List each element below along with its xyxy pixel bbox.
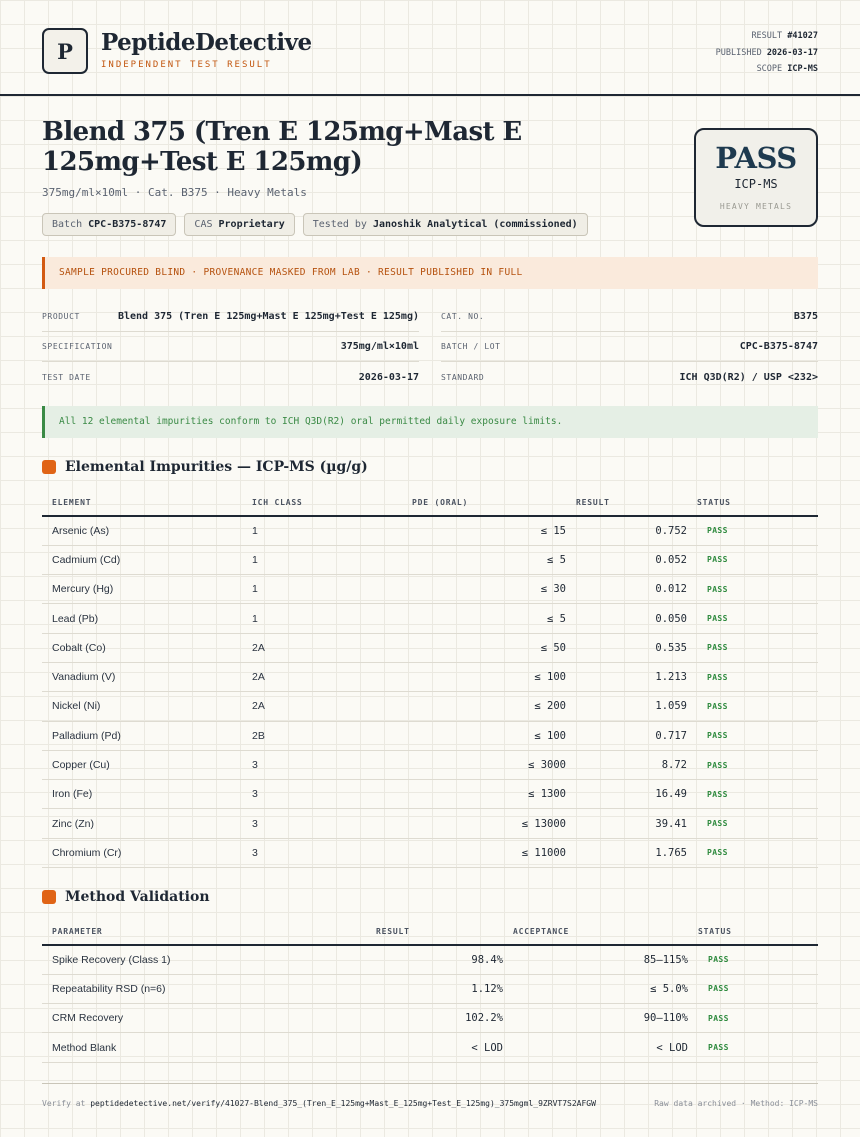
- info-value: CPC-B375-8747: [739, 341, 818, 352]
- pde-limit: ≤ 200: [402, 692, 566, 721]
- brand-name: PeptideDetective: [101, 29, 312, 56]
- impurities-section-title: [42, 459, 368, 475]
- info-label: CAT. NO.: [441, 312, 485, 321]
- pde-limit: ≤ 100: [402, 721, 566, 750]
- result-value: 0.050: [566, 604, 687, 633]
- element-name: Nickel (Ni): [42, 692, 242, 721]
- result-value: < LOD: [366, 1033, 503, 1062]
- result-label: RESULT: [751, 31, 783, 41]
- pde-limit: ≤ 3000: [402, 750, 566, 779]
- stamp-method: ICP-MS: [734, 177, 778, 191]
- element-name: Iron (Fe): [42, 780, 242, 809]
- ich-class: 3: [242, 838, 402, 867]
- col-header: STATUS: [688, 918, 818, 945]
- result-value: 1.059: [566, 692, 687, 721]
- status-badge: PASS: [687, 780, 818, 809]
- table-header-row: [42, 918, 818, 945]
- element-name: Mercury (Hg): [42, 575, 242, 604]
- result-meta: [716, 28, 818, 78]
- table-row: [42, 545, 818, 574]
- table-row: [42, 721, 818, 750]
- ich-class: 1: [242, 516, 402, 545]
- table-row: [42, 575, 818, 604]
- element-name: Lead (Pb): [42, 604, 242, 633]
- published-date: 2026-03-17: [766, 47, 818, 58]
- status-badge: PASS: [688, 1033, 818, 1062]
- blind-procurement-banner: SAMPLE PROCURED BLIND · PROVENANCE MASKED FROM LAB · RESULT PUBLISHED IN FULL: [42, 257, 818, 289]
- product-chips: [42, 213, 588, 236]
- pde-limit: ≤ 30: [402, 575, 566, 604]
- element-name: Zinc (Zn): [42, 809, 242, 838]
- status-badge: PASS: [687, 838, 818, 867]
- ich-class: 3: [242, 809, 402, 838]
- element-name: Cobalt (Co): [42, 633, 242, 662]
- result-value: 0.717: [566, 721, 687, 750]
- table-row: [42, 516, 818, 545]
- table-row: [42, 974, 818, 1003]
- chip-label: CAS: [194, 219, 213, 230]
- pde-limit: ≤ 13000: [402, 809, 566, 838]
- element-name: Copper (Cu): [42, 750, 242, 779]
- result-value: 0.535: [566, 633, 687, 662]
- col-header: ACCEPTANCE: [503, 918, 688, 945]
- ich-class: 3: [242, 780, 402, 809]
- pass-stamp: [694, 128, 818, 227]
- impurities-table: [42, 489, 818, 868]
- chip-value: CPC-B375-8747: [88, 219, 167, 230]
- result-value: 98.4%: [366, 945, 503, 974]
- element-name: Vanadium (V): [42, 662, 242, 691]
- table-row: [42, 633, 818, 662]
- table-row: [42, 780, 818, 809]
- status-badge: PASS: [687, 545, 818, 574]
- status-badge: PASS: [688, 974, 818, 1003]
- page-header: [0, 0, 860, 96]
- info-label: PRODUCT: [42, 312, 80, 321]
- result-value: 0.012: [566, 575, 687, 604]
- validation-section-title: [42, 889, 210, 905]
- status-badge: PASS: [687, 721, 818, 750]
- logo-icon: P: [42, 28, 88, 74]
- info-value: Blend 375 (Tren E 125mg+Mast E 125mg+Test E 125mg): [117, 311, 419, 322]
- ich-class: 3: [242, 750, 402, 779]
- result-value: 1.765: [566, 838, 687, 867]
- brand-tagline: INDEPENDENT TEST RESULT: [101, 60, 272, 70]
- status-badge: PASS: [688, 945, 818, 974]
- info-row-test-date: [42, 362, 419, 392]
- product-subtitle: 375mg/ml×10ml · Cat. B375 · Heavy Metals: [42, 186, 307, 199]
- status-badge: PASS: [687, 604, 818, 633]
- parameter-name: Repeatability RSD (n=6): [42, 974, 366, 1003]
- parameter-name: Method Blank: [42, 1033, 366, 1062]
- col-header: RESULT: [366, 918, 503, 945]
- element-name: Palladium (Pd): [42, 721, 242, 750]
- pde-limit: ≤ 5: [402, 545, 566, 574]
- element-name: Arsenic (As): [42, 516, 242, 545]
- result-value: 8.72: [566, 750, 687, 779]
- parameter-name: Spike Recovery (Class 1): [42, 945, 366, 974]
- chip-value: Proprietary: [218, 219, 285, 230]
- table-header-row: [42, 489, 818, 516]
- acceptance-range: 85–115%: [503, 945, 688, 974]
- ich-class: 1: [242, 575, 402, 604]
- col-header: ELEMENT: [42, 489, 242, 516]
- info-value: 2026-03-17: [358, 371, 419, 383]
- info-label: BATCH / LOT: [441, 342, 501, 351]
- batch-chip: [42, 213, 176, 236]
- status-badge: PASS: [687, 750, 818, 779]
- table-row: [42, 662, 818, 691]
- acceptance-range: 90–110%: [503, 1004, 688, 1033]
- status-badge: PASS: [687, 662, 818, 691]
- scope-value: ICP-MS: [787, 64, 818, 74]
- status-badge: PASS: [688, 1004, 818, 1033]
- info-label: TEST DATE: [42, 372, 91, 382]
- ich-class: 1: [242, 604, 402, 633]
- chip-label: Tested by: [312, 219, 367, 230]
- result-value: 102.2%: [366, 1004, 503, 1033]
- cas-chip: [184, 213, 294, 236]
- acceptance-range: ≤ 5.0%: [503, 974, 688, 1003]
- info-row-product: [42, 302, 419, 332]
- chip-value: Janoshik Analytical (commissioned): [372, 219, 578, 230]
- pde-limit: ≤ 100: [402, 662, 566, 691]
- element-name: Chromium (Cr): [42, 838, 242, 867]
- stamp-category: HEAVY METALS: [719, 202, 793, 211]
- stamp-verdict: PASS: [715, 141, 797, 175]
- tested-by-chip: [303, 213, 588, 236]
- pde-limit: ≤ 1300: [402, 780, 566, 809]
- pde-limit: ≤ 11000: [402, 838, 566, 867]
- published-label: PUBLISHED: [715, 47, 762, 58]
- status-badge: PASS: [687, 516, 818, 545]
- result-number: #41027: [787, 31, 818, 41]
- table-row: [42, 692, 818, 721]
- element-name: Cadmium (Cd): [42, 545, 242, 574]
- pde-limit: ≤ 15: [402, 516, 566, 545]
- status-badge: PASS: [687, 809, 818, 838]
- info-label: STANDARD: [441, 372, 485, 382]
- info-value: 375mg/ml×10ml: [340, 341, 419, 352]
- validation-table: [42, 918, 818, 1063]
- validation-title-text: Method Validation: [65, 889, 210, 905]
- col-header: PARAMETER: [42, 918, 366, 945]
- table-row: [42, 750, 818, 779]
- ich-class: 2B: [242, 721, 402, 750]
- verify-label: Verify at: [42, 1099, 86, 1108]
- ich-class: 2A: [242, 633, 402, 662]
- table-row: [42, 838, 818, 867]
- page-footer: [42, 1083, 818, 1108]
- result-value: 1.12%: [366, 974, 503, 1003]
- archive-note: Raw data archived · Method: ICP-MS: [654, 1099, 818, 1108]
- scope-label: SCOPE: [756, 64, 783, 74]
- info-value: B375: [793, 311, 818, 322]
- table-row: [42, 945, 818, 974]
- info-label: SPECIFICATION: [42, 342, 113, 351]
- pde-limit: ≤ 50: [402, 633, 566, 662]
- verify-link[interactable]: peptidedetective.net/verify/41027-Blend_375_(Tren_E_125mg+Mast_E_125mg+Test_E_125mg)_375mgml_9ZRVT7S2AFGW: [90, 1099, 596, 1108]
- parameter-name: CRM Recovery: [42, 1004, 366, 1033]
- table-row: [42, 1033, 818, 1062]
- result-value: 0.752: [566, 516, 687, 545]
- info-row-standard: [441, 362, 818, 392]
- pde-limit: ≤ 5: [402, 604, 566, 633]
- col-header: PDE (ORAL): [402, 489, 566, 516]
- info-row-batch-lot: [441, 332, 818, 362]
- table-row: [42, 604, 818, 633]
- ich-class: 1: [242, 545, 402, 574]
- section-marker-icon: [42, 460, 56, 474]
- status-badge: PASS: [687, 633, 818, 662]
- col-header: STATUS: [687, 489, 818, 516]
- impurities-title-text: Elemental Impurities — ICP-MS (µg/g): [65, 459, 368, 475]
- result-value: 39.41: [566, 809, 687, 838]
- status-badge: PASS: [687, 692, 818, 721]
- chip-label: Batch: [52, 219, 83, 230]
- verify-line: [42, 1099, 596, 1108]
- section-marker-icon: [42, 890, 56, 904]
- table-row: [42, 1004, 818, 1033]
- table-row: [42, 809, 818, 838]
- status-badge: PASS: [687, 575, 818, 604]
- result-value: 16.49: [566, 780, 687, 809]
- conformance-notice: All 12 elemental impurities conform to ICH Q3D(R2) oral permitted daily exposure limits.: [42, 406, 818, 438]
- ich-class: 2A: [242, 692, 402, 721]
- col-header: RESULT: [566, 489, 687, 516]
- info-row-specification: [42, 332, 419, 362]
- info-value: ICH Q3D(R2) / USP <232>: [679, 371, 818, 383]
- acceptance-range: < LOD: [503, 1033, 688, 1062]
- info-row-cat-no: [441, 302, 818, 332]
- col-header: ICH CLASS: [242, 489, 402, 516]
- ich-class: 2A: [242, 662, 402, 691]
- result-value: 1.213: [566, 662, 687, 691]
- page-title: Blend 375 (Tren E 125mg+Mast E 125mg+Test E 125mg): [42, 117, 522, 177]
- result-value: 0.052: [566, 545, 687, 574]
